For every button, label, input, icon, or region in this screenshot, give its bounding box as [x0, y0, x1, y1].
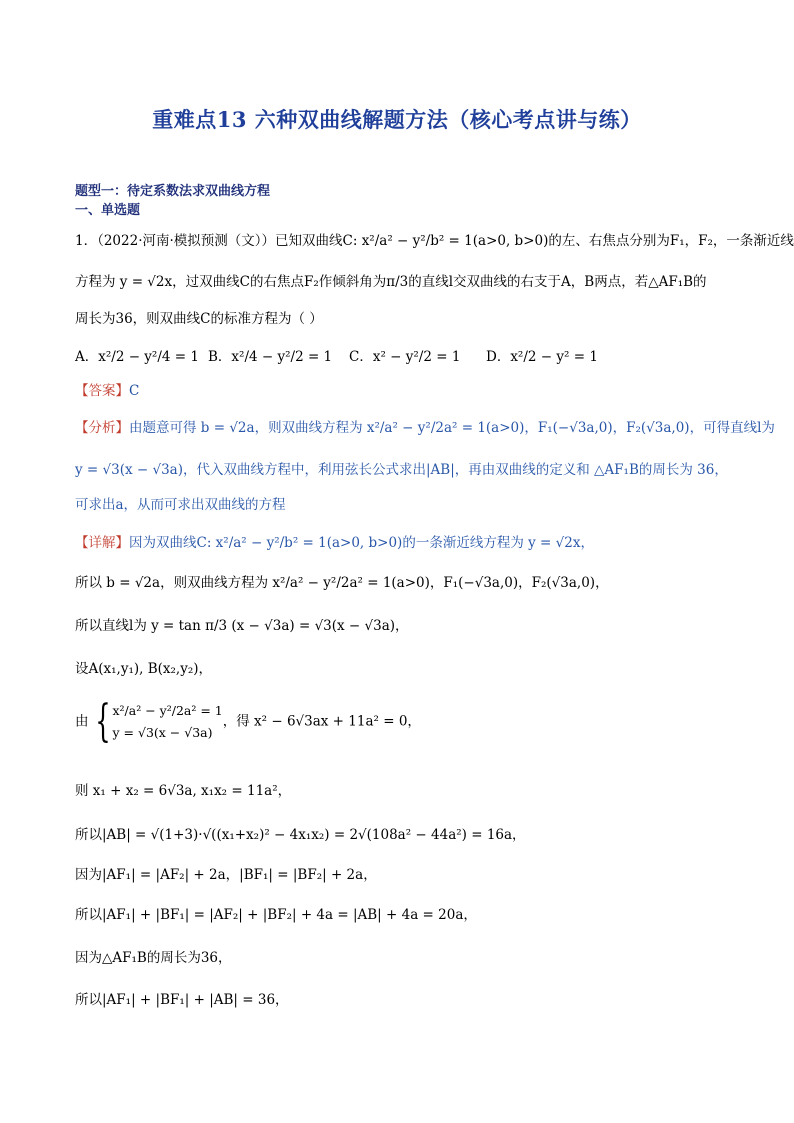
- detail-line-8: 因为|AF₁| = |AF₂| + 2a，|BF₁| = |BF₂| + 2a，: [75, 867, 377, 883]
- detail-label: 【详解】: [75, 535, 129, 551]
- option-b: B．x²/4 − y²/2 = 1: [208, 349, 333, 365]
- system-result: ，得 x² − 6√3ax + 11a² = 0，: [222, 713, 421, 730]
- analysis-text-1: 由题意可得 b = √2a，则双曲线方程为 x²/a² − y²/2a² = 1(a>0)，F₁(−√3a,0)，F₂(√3a,0)，可得直线l为: [129, 420, 775, 436]
- detail-line-6: 则 x₁ + x₂ = 6√3a, x₁x₂ = 11a²，: [75, 783, 292, 799]
- answer-label: 【答案】: [75, 383, 129, 399]
- detail-line-1: [75, 533, 594, 553]
- brace-symbol: {: [94, 696, 111, 747]
- detail-line-3: 所以直线l为 y = tan π/3 (x − √3a) = √3(x − √3a)，: [75, 618, 409, 634]
- detail-text-1: 因为双曲线C: x²/a² − y²/b² = 1(a>0, b>0)的一条渐近线方程为 y = √2x，: [129, 535, 594, 551]
- page-title: 重难点13 六种双曲线解题方法（核心考点讲与练）: [152, 107, 642, 132]
- analysis-line-3: 可求出a，从而可求出双曲线的方程: [75, 497, 286, 513]
- analysis-line-1: [75, 418, 775, 438]
- question-line-3: 周长为36，则双曲线C的标准方程为（ ）: [75, 311, 323, 327]
- question-line-2: 方程为 y = √2x，过双曲线C的右焦点F₂作倾斜角为π/3的直线l交双曲线的右支于A，B两点，若△AF₁B的: [75, 274, 707, 290]
- detail-line-9: 所以|AF₁| + |BF₁| = |AF₂| + |BF₂| + 4a = |AB| + 4a = 20a，: [75, 907, 477, 923]
- detail-line-4: 设A(x₁,y₁), B(x₂,y₂)，: [75, 661, 213, 677]
- detail-line-2: 所以 b = √2a，则双曲线方程为 x²/a² − y²/2a² = 1(a>0)，F₁(−√3a,0)，F₂(√3a,0)，: [75, 575, 609, 591]
- section-heading-type1: 题型一：待定系数法求双曲线方程: [75, 184, 271, 199]
- option-a: A．x²/2 − y²/4 = 1: [75, 349, 199, 365]
- detail-line-7: 所以|AB| = √(1+3)·√((x₁+x₂)² − 4x₁x₂) = 2√(108a² − 44a²) = 16a，: [75, 827, 526, 843]
- option-c: C．x² − y²/2 = 1: [349, 349, 461, 365]
- detail-line-11: 所以|AF₁| + |BF₁| + |AB| = 36，: [75, 992, 289, 1008]
- answer-row: [75, 381, 139, 401]
- analysis-line-2: y = √3(x − √3a)，代入双曲线方程中，利用弦长公式求出|AB|，再由双曲线的定义和 △AF₁B的周长为 36，: [75, 462, 728, 478]
- system-eq-1: x²/a² − y²/2a² = 1: [112, 703, 223, 718]
- option-d: D．x²/2 − y² = 1: [486, 349, 598, 365]
- detail-line-10: 因为△AF₁B的周长为36，: [75, 950, 232, 966]
- question-line-1: 1．（2022·河南·模拟预测（文））已知双曲线C: x²/a² − y²/b² = 1(a>0, b>0)的左、右焦点分别为F₁，F₂，一条渐近线: [75, 233, 794, 249]
- section-heading-single-choice: 一、单选题: [75, 203, 141, 218]
- system-eq-2: y = √3(x − √3a): [112, 725, 213, 740]
- system-prefix: 由: [75, 713, 89, 730]
- equation-system: [113, 700, 223, 744]
- analysis-label: 【分析】: [75, 420, 129, 436]
- detail-line-5-system: [75, 696, 421, 747]
- answer-value: C: [129, 383, 140, 399]
